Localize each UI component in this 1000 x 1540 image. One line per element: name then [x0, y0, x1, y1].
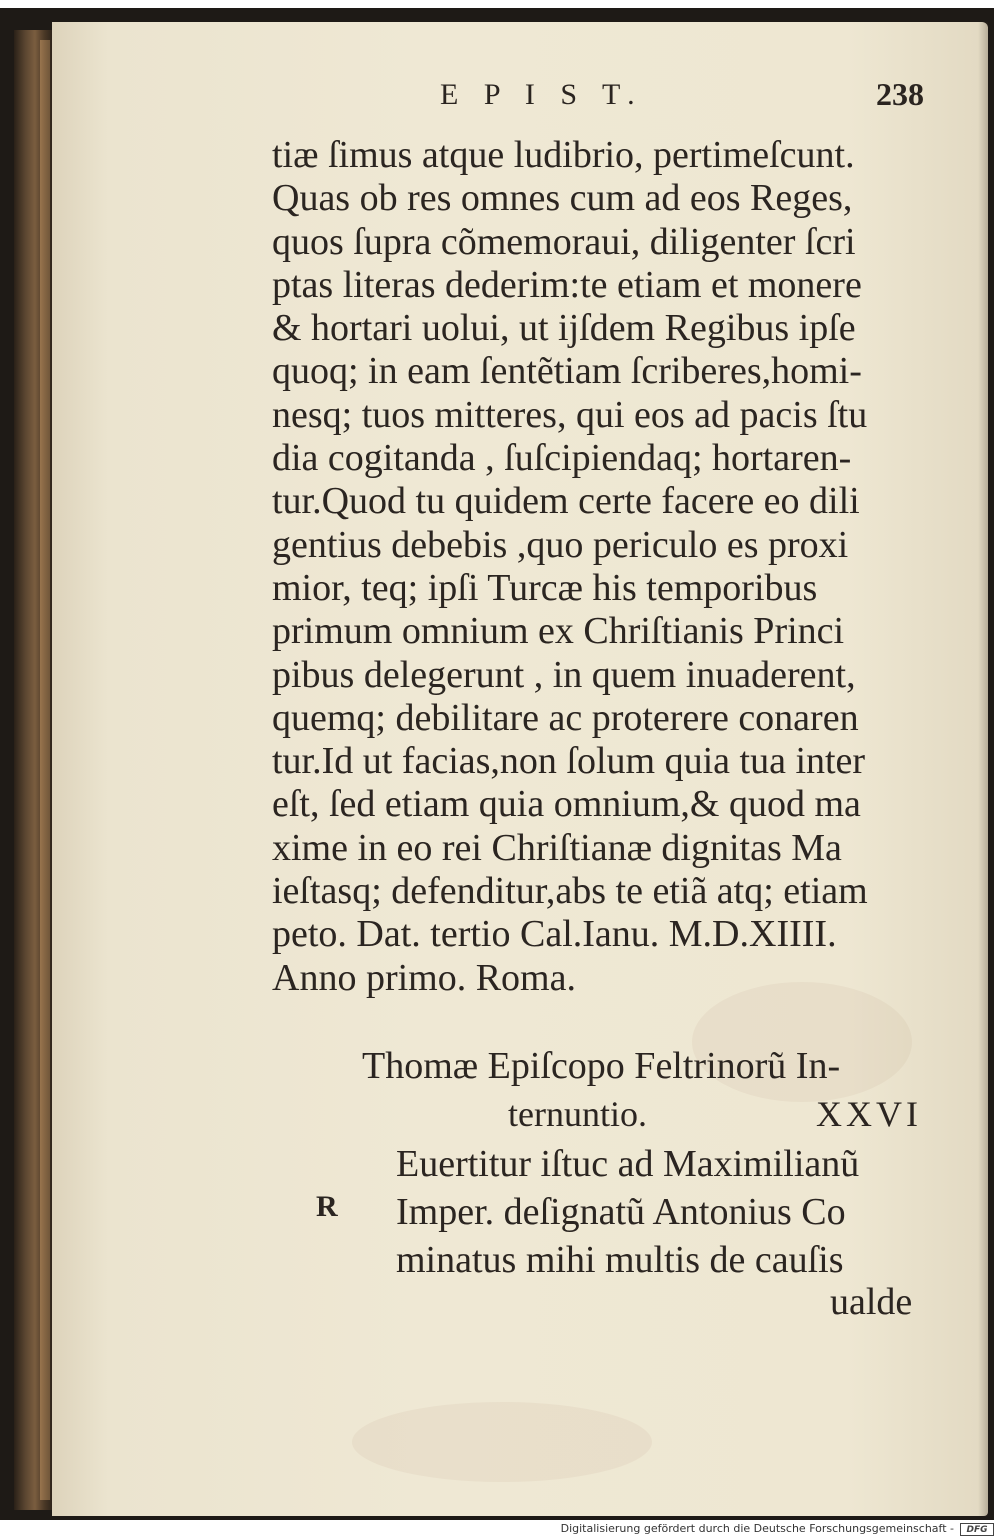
text-line: tur.Id ut facias,non ſolum quia tua inter [272, 740, 866, 783]
text-line: quemq; debilitare ac proterere conaren [272, 696, 859, 739]
dfg-logo[interactable]: DFG [960, 1523, 994, 1536]
text-line: tiæ ſimus atque ludibrio, pertimeſcunt. [272, 134, 855, 176]
footer-credit: Digitalisierung gefördert durch die Deutsche Forschungsgemeinschaft - [560, 1522, 954, 1535]
letter-addressee: Thomæ Epiſcopo Feltrinorũ In- [362, 1045, 841, 1087]
text-line: xime in eo rei Chriſtianæ dignitas Ma [272, 826, 842, 869]
letter-body [396, 1140, 956, 1284]
footer-bar [0, 1520, 1000, 1540]
text-line: tur.Quod tu quidem certe facere eo dili [272, 480, 860, 523]
text-line: & hortari uolui, ut ijſdem Regibus ipſe [272, 307, 856, 350]
text-line: Quas ob res omnes cum ad eos Reges, [272, 177, 853, 220]
letter-number: XXVI [816, 1094, 922, 1134]
text-line: ieſtasq; defenditur,abs te etiã atq; etiam [272, 870, 868, 913]
body-text [272, 134, 942, 1000]
running-head: E P I S T. [440, 78, 644, 111]
text-line: Imper. deſignatũ Antonius Co [396, 1191, 846, 1233]
text-line: ptas literas dederim:te etiam et monere [272, 263, 862, 306]
letter-addressee-continued [362, 1090, 942, 1138]
catchword: ualde [830, 1281, 913, 1323]
text-line: dia cogitanda , ſuſcipiendaq; hortaren- [272, 437, 852, 480]
text-line: mior, teq; ipſi Turcæ his temporibus [272, 566, 818, 609]
text-line: nesq; tuos mitteres, qui eos ad pacis ſtu [272, 393, 868, 436]
letter-addressee-line2: ternuntio. [508, 1094, 647, 1134]
rubric-initial: R [316, 1190, 338, 1223]
text-line: Euertitur iſtuc ad Maximilianũ [396, 1143, 860, 1185]
text-line: gentius debebis ,quo periculo es proxi [272, 523, 849, 566]
text-line: eſt, ſed etiam quia omnium,& quod ma [272, 783, 861, 826]
letter-heading [362, 1042, 942, 1138]
page-stack-edge [40, 40, 50, 1500]
page-edge-shadow [978, 22, 988, 1516]
text-line: minatus mihi multis de cauſis [396, 1239, 844, 1281]
text-line: pibus delegerunt , in quem inuaderent, [272, 653, 856, 696]
paper-stain [352, 1402, 652, 1482]
text-line: primum omnium ex Chriſtianis Princi [272, 610, 845, 653]
text-line: quoq; in eam ſentẽtiam ſcriberes,homi- [272, 350, 862, 393]
text-line: peto. Dat. tertio Cal.Ianu. M.D.XIIII. [272, 913, 837, 956]
text-line: Anno primo. Roma. [272, 956, 576, 999]
page-number: 238 [876, 76, 924, 112]
text-line: quos ſupra cõmemoraui, diligenter ſcri [272, 220, 856, 263]
